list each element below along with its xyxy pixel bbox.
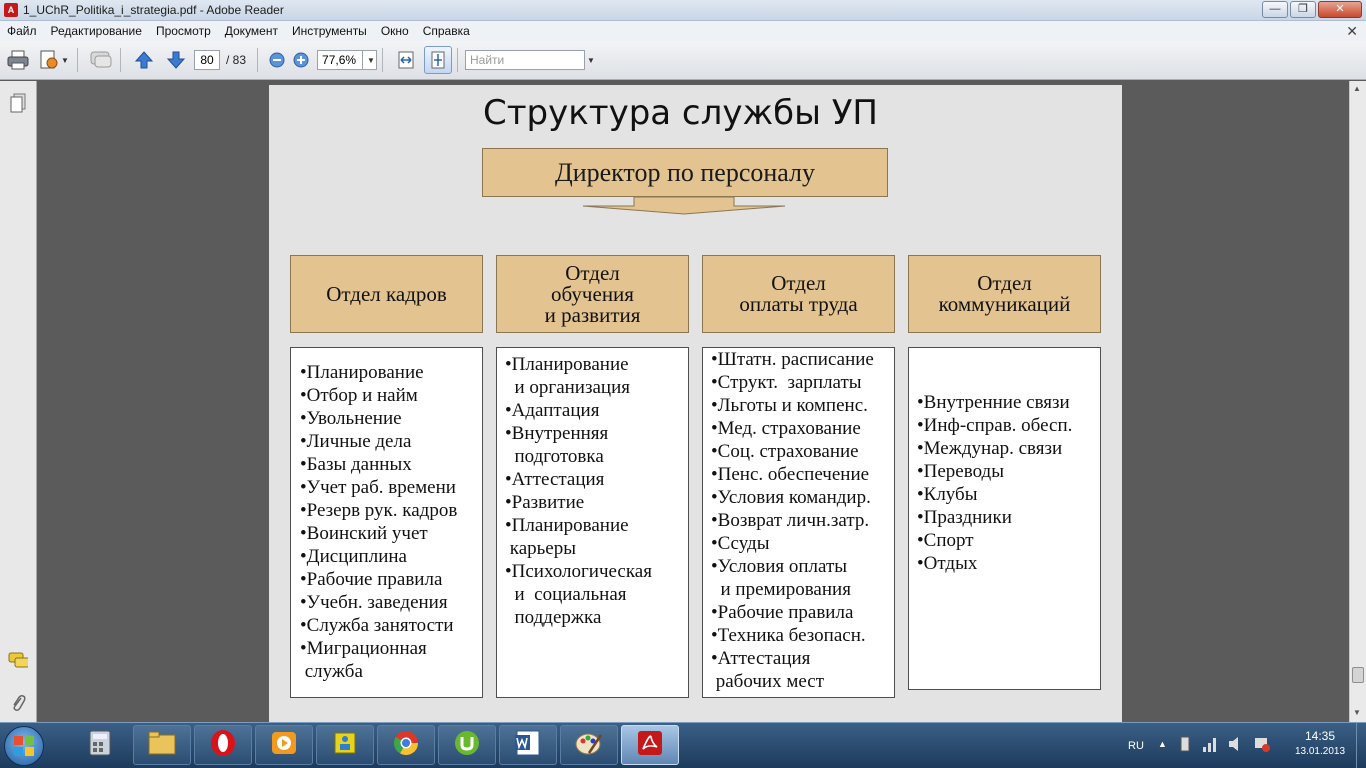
pages-icon[interactable] — [8, 93, 28, 113]
taskbar-app-button[interactable] — [438, 725, 496, 765]
tray-expand-icon[interactable]: ▲ — [1158, 739, 1167, 749]
list-item: •Междунар. связи — [917, 438, 1063, 459]
close-button[interactable]: ✕ — [1318, 1, 1362, 18]
taskbar-app-button[interactable] — [70, 725, 130, 765]
usb-device-icon[interactable] — [1178, 735, 1192, 753]
scroll-up-icon[interactable]: ▲ — [1353, 84, 1361, 93]
network-icon[interactable] — [1202, 735, 1218, 753]
list-item: поддержка — [505, 607, 602, 628]
clock-time: 14:35 — [1304, 729, 1336, 743]
dept-head-label: Отдел коммуникаций — [938, 271, 1071, 316]
list-item: •Техника безопасн. — [711, 625, 866, 646]
list-item: •Льготы и компенс. — [711, 395, 868, 416]
zoom-out-icon — [269, 52, 285, 68]
start-button[interactable] — [4, 726, 44, 766]
dept-list-training — [496, 347, 689, 698]
fit-page-button[interactable] — [424, 46, 452, 74]
scroll-down-icon[interactable]: ▼ — [1353, 708, 1361, 717]
speech-bubble-icon — [90, 50, 112, 70]
taskbar-app-button[interactable] — [621, 725, 679, 765]
window-title-bar — [0, 0, 1366, 21]
taskbar-apps — [70, 725, 682, 765]
list-item: •Соц. страхование — [711, 441, 859, 462]
zoom-dropdown[interactable] — [363, 50, 377, 70]
arrow-down-shape — [581, 197, 787, 215]
list-item: и социальная — [505, 584, 627, 605]
toolbar-separator — [257, 48, 258, 72]
list-item: •Планирование — [505, 515, 629, 536]
fit-page-icon — [428, 50, 448, 70]
pdf-icon: A — [4, 3, 18, 17]
volume-icon[interactable] — [1228, 735, 1244, 753]
page-total: / 83 — [226, 53, 247, 67]
menu-tools[interactable]: Инструменты — [291, 24, 367, 38]
zoom-in-button[interactable] — [291, 46, 311, 74]
list-item: и премирования — [711, 579, 851, 600]
dept-head-payroll — [702, 255, 895, 333]
comments-icon[interactable] — [8, 651, 28, 671]
clock[interactable] — [1290, 729, 1350, 757]
windows-logo-icon — [13, 735, 35, 757]
find-input[interactable]: Найти — [465, 50, 585, 70]
slide-title: Структура службы УП — [482, 93, 879, 133]
list-item: и организация — [505, 377, 630, 398]
taskbar-app-button[interactable] — [499, 725, 557, 765]
list-item: •Учебн. заведения — [300, 592, 448, 613]
minimize-button[interactable]: — — [1262, 1, 1288, 18]
list-item: •Рабочие правила — [711, 602, 854, 623]
list-item: •Адаптация — [505, 400, 600, 421]
list-item: •Праздники — [917, 507, 1012, 528]
utorrent-icon — [453, 729, 481, 762]
clock-date: 13.01.2013 — [1294, 746, 1346, 757]
list-item: •Дисциплина — [300, 546, 407, 567]
find-dropdown-chevron-icon[interactable]: ▼ — [587, 55, 595, 65]
toolbar-separator — [77, 48, 78, 72]
list-item: •Планирование — [505, 354, 629, 375]
menu-edit[interactable]: Редактирование — [50, 24, 142, 38]
adobe-reader-icon — [636, 729, 664, 762]
list-item: •Клубы — [917, 484, 978, 505]
puzzle-app-icon — [331, 729, 359, 762]
list-item: •Учет раб. времени — [300, 477, 456, 498]
list-item: •Возврат личн.затр. — [711, 510, 870, 531]
list-item: •Планирование — [300, 362, 424, 383]
share-button[interactable]: ▼ — [36, 46, 72, 74]
zoom-input[interactable]: 77,6% — [317, 50, 363, 70]
page-number-input[interactable]: 80 — [194, 50, 220, 70]
navigation-pane — [0, 81, 37, 722]
list-item: •Отбор и найм — [300, 385, 418, 406]
menu-help[interactable]: Справка — [422, 24, 470, 38]
taskbar-app-button[interactable] — [316, 725, 374, 765]
list-item: •Пенс. обеспечение — [711, 464, 870, 485]
list-item: •Инф-справ. обесп. — [917, 415, 1073, 436]
dept-head-hr — [290, 255, 483, 333]
list-item: •Рабочие правила — [300, 569, 443, 590]
list-item: •Служба занятости — [300, 615, 454, 636]
document-gear-icon — [39, 50, 59, 70]
printer-icon — [7, 50, 29, 70]
list-item: •Внутренние связи — [917, 392, 1070, 413]
list-item: •Условия оплаты — [711, 556, 848, 577]
list-item: •Структ. зарплаты — [711, 372, 862, 393]
director-box: Директор по персоналу — [482, 148, 888, 197]
list-item: •Условия командир. — [711, 487, 871, 508]
toolbar — [0, 41, 1366, 80]
toolbar-separator — [457, 48, 458, 72]
list-item: служба — [300, 661, 363, 682]
taskbar — [0, 722, 1366, 768]
menu-file[interactable]: Файл — [7, 24, 37, 38]
chevron-down-icon: ▼ — [367, 55, 375, 65]
dept-list-hr — [290, 347, 483, 698]
taskbar-app-button[interactable] — [255, 725, 313, 765]
fit-width-icon — [396, 50, 416, 70]
taskbar-app-button[interactable] — [194, 725, 252, 765]
taskbar-app-button[interactable] — [377, 725, 435, 765]
restore-button[interactable]: ❐ — [1290, 1, 1316, 18]
vertical-scrollbar[interactable] — [1349, 81, 1366, 722]
media-player-icon — [270, 729, 298, 762]
attachment-icon[interactable] — [8, 693, 28, 713]
word-icon — [514, 729, 542, 762]
chrome-icon — [392, 729, 420, 762]
dept-head-label: Отдел оплаты труда — [739, 271, 858, 316]
previous-page-button[interactable] — [130, 46, 158, 74]
print-button[interactable] — [4, 46, 32, 74]
zoom-in-icon — [293, 52, 309, 68]
dept-head-label: Отдел кадров — [326, 281, 447, 306]
pdf-page — [269, 85, 1122, 722]
list-item: •Психологическая — [505, 561, 652, 582]
arrow-up-icon — [134, 50, 154, 70]
comment-button[interactable] — [87, 46, 115, 74]
system-tray — [1178, 735, 1270, 753]
list-item: •Воинский учет — [300, 523, 428, 544]
window-title: 1_UChR_Politika_i_strategia.pdf - Adobe Reader — [23, 3, 284, 17]
fit-width-button[interactable] — [392, 46, 420, 74]
list-item: •Аттестация — [505, 469, 605, 490]
menu-bar — [0, 21, 1366, 41]
list-item: •Ссуды — [711, 533, 770, 554]
taskbar-app-button[interactable] — [560, 725, 618, 765]
list-item: •Развитие — [505, 492, 585, 513]
list-item: •Мед. страхование — [711, 418, 861, 439]
arrow-down-icon — [166, 50, 186, 70]
list-item: рабочих мест — [711, 671, 824, 692]
list-item: •Внутренняя — [505, 423, 609, 444]
list-item: •Личные дела — [300, 431, 412, 452]
opera-icon — [209, 729, 237, 762]
calculator-icon — [87, 730, 113, 761]
close-document-icon[interactable]: ✕ — [1346, 23, 1358, 39]
taskbar-app-button[interactable] — [133, 725, 191, 765]
dept-head-training — [496, 255, 689, 333]
list-item: карьеры — [505, 538, 576, 559]
menu-window[interactable]: Окно — [380, 24, 409, 38]
action-center-icon[interactable] — [1254, 735, 1270, 753]
paint-icon — [575, 729, 603, 762]
toolbar-separator — [382, 48, 383, 72]
list-item: •Аттестация — [711, 648, 811, 669]
language-indicator[interactable]: RU — [1128, 740, 1144, 752]
scrollbar-thumb[interactable] — [1352, 667, 1364, 683]
dept-list-communications — [908, 347, 1101, 690]
zoom-out-button[interactable] — [267, 46, 287, 74]
list-item: подготовка — [505, 446, 604, 467]
dept-head-label: Отдел обучения и развития — [544, 260, 641, 327]
list-item: •Переводы — [917, 461, 1004, 482]
list-item: •Резерв рук. кадров — [300, 500, 458, 521]
file-manager-icon — [148, 730, 176, 761]
list-item: •Спорт — [917, 530, 974, 551]
list-item: •Штатн. расписание — [711, 349, 874, 370]
next-page-button[interactable] — [162, 46, 190, 74]
list-item: •Базы данных — [300, 454, 412, 475]
show-desktop-button[interactable] — [1356, 723, 1366, 768]
list-item: •Миграционная — [300, 638, 427, 659]
dept-head-communications — [908, 255, 1101, 333]
toolbar-separator — [120, 48, 121, 72]
dept-list-payroll — [702, 347, 895, 698]
list-item: •Отдых — [917, 553, 978, 574]
menu-document[interactable]: Документ — [224, 24, 278, 38]
menu-view[interactable]: Просмотр — [155, 24, 211, 38]
list-item: •Увольнение — [300, 408, 402, 429]
